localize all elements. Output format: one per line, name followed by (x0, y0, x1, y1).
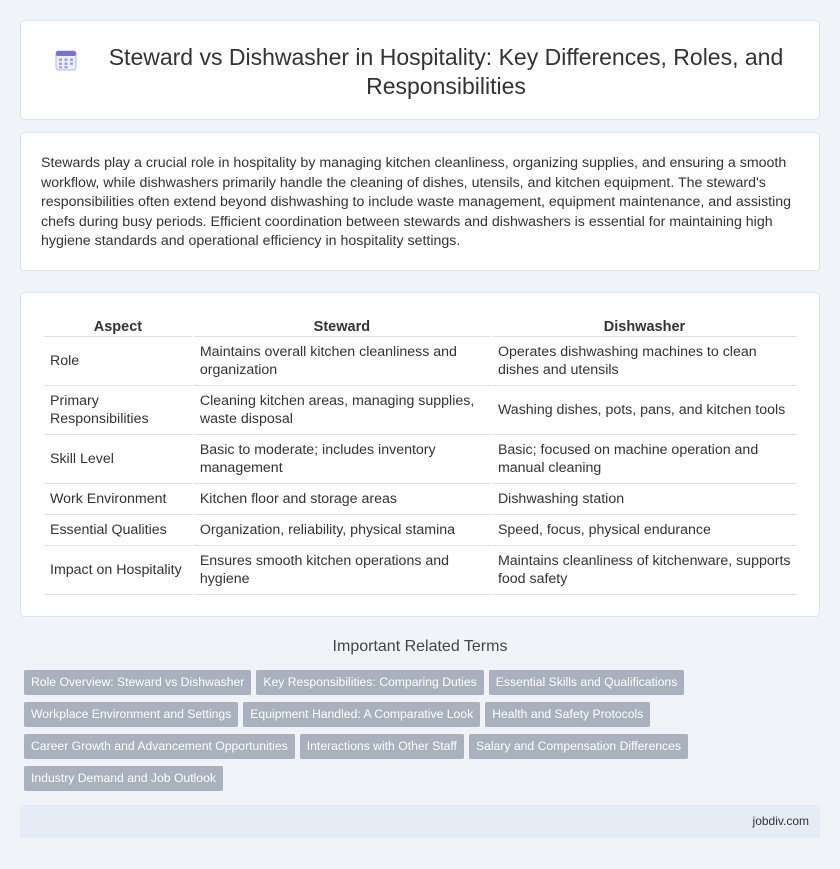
comparison-table-card (20, 292, 820, 617)
aspect-cell: Role (44, 337, 192, 386)
comparison-table (42, 316, 799, 595)
intro-paragraph: Stewards play a crucial role in hospitality by managing kitchen cleanliness, organizing supplies, and ensuring a smooth workflow, while dishwashers primarily handle the cleaning of dishes, utensils, and kitchen equipment. The steward's responsibilities often extend beyond dishwashing to include waste management, equipment maintenance, and assisting chefs during busy periods. Efficient coordination between stewards and dishwashers is essential for maintaining high hygiene standards and operational efficiency in hospitality settings. (41, 155, 792, 249)
steward-cell: Basic to moderate; includes inventory management (194, 435, 490, 484)
header-card (20, 20, 820, 120)
dishwasher-cell: Operates dishwashing machines to clean dishes and utensils (492, 337, 797, 386)
page-title: Steward vs Dishwasher in Hospitality: Key Differences, Roles, and Responsibilities (108, 44, 784, 99)
related-term-tag[interactable]: Salary and Compensation Differences (469, 734, 688, 759)
related-term-tag[interactable]: Interactions with Other Staff (300, 734, 464, 759)
related-term-tag[interactable]: Key Responsibilities: Comparing Duties (256, 670, 483, 695)
table-row (44, 484, 797, 515)
dishwasher-cell: Basic; focused on machine operation and manual cleaning (492, 435, 797, 484)
aspect-cell: Skill Level (44, 435, 192, 484)
table-header-row (44, 316, 797, 337)
table-row (44, 337, 797, 386)
related-term-tag[interactable]: Health and Safety Protocols (485, 702, 650, 727)
table-row (44, 515, 797, 546)
table-row (44, 546, 797, 595)
aspect-cell: Impact on Hospitality (44, 546, 192, 595)
header-dishwasher: Dishwasher (492, 316, 797, 337)
steward-cell: Organization, reliability, physical stamina (194, 515, 490, 546)
dishwasher-cell: Speed, focus, physical endurance (492, 515, 797, 546)
related-term-tag[interactable]: Essential Skills and Qualifications (489, 670, 685, 695)
title-wrap (21, 21, 819, 119)
dishwasher-cell: Dishwashing station (492, 484, 797, 515)
steward-cell: Ensures smooth kitchen operations and hygiene (194, 546, 490, 595)
related-term-tag[interactable]: Career Growth and Advancement Opportunities (24, 734, 295, 759)
intro-card (20, 132, 820, 271)
related-term-tag[interactable]: Industry Demand and Job Outlook (24, 766, 223, 791)
header-steward: Steward (194, 316, 490, 337)
footer-site-link[interactable]: jobdiv.com (752, 814, 809, 828)
related-term-tag[interactable]: Workplace Environment and Settings (24, 702, 238, 727)
aspect-cell: Essential Qualities (44, 515, 192, 546)
related-term-tag[interactable]: Equipment Handled: A Comparative Look (243, 702, 480, 727)
header-aspect: Aspect (44, 316, 192, 337)
steward-cell: Maintains overall kitchen cleanliness and organization (194, 337, 490, 386)
steward-cell: Kitchen floor and storage areas (194, 484, 490, 515)
table-row (44, 435, 797, 484)
related-term-tag[interactable]: Role Overview: Steward vs Dishwasher (24, 670, 251, 695)
dishwasher-cell: Maintains cleanliness of kitchenware, supports food safety (492, 546, 797, 595)
footer (20, 805, 820, 838)
dishwasher-cell: Washing dishes, pots, pans, and kitchen tools (492, 386, 797, 435)
related-terms-heading: Important Related Terms (332, 638, 508, 655)
table-row (44, 386, 797, 435)
steward-cell: Cleaning kitchen areas, managing supplies, waste disposal (194, 386, 490, 435)
related-terms-list (24, 670, 704, 798)
aspect-cell: Primary Responsibilities (44, 386, 192, 435)
aspect-cell: Work Environment (44, 484, 192, 515)
calendar-icon (54, 48, 78, 72)
